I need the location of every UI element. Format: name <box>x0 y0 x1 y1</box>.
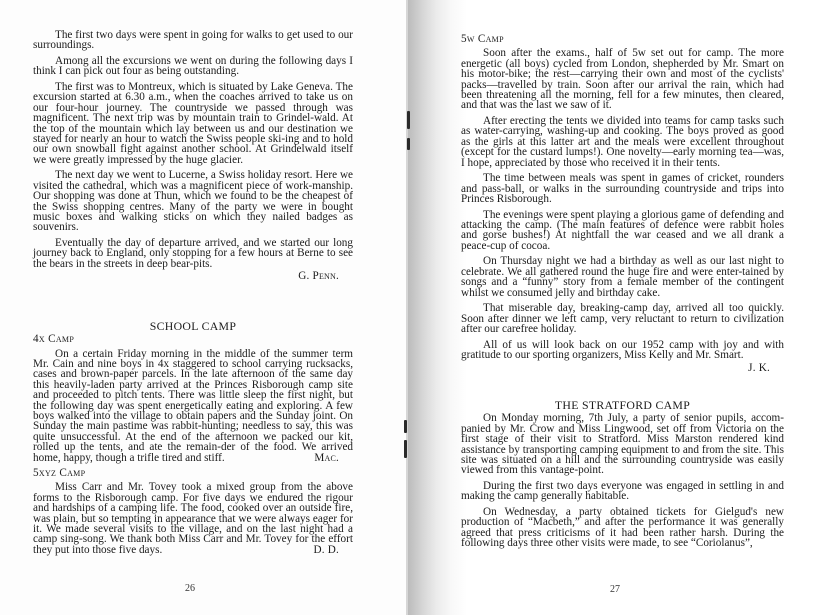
paragraph: The time between meals was spent in games of cricket, rounders and pass-ball, or walks in the surrounding countryside and trips into Princes Risborough. <box>461 172 784 206</box>
left-column <box>33 30 353 560</box>
paragraph: Eventually the day of departure arrived, and we started our long journey back to England, only stopping for a few hours at Berne to see the bears in the streets in deep bear-pits. <box>33 237 353 270</box>
page-number: 27 <box>610 584 620 595</box>
paragraph: On Wednesday, a party obtained tickets for Gielgud's new production of “Macbeth,” and after the performance it was generally agreed that press criticisms of it had been rather harsh. During the following days three other visits were made, to see “Coriolanus”, <box>461 505 784 550</box>
section-heading: THE STRATFORD CAMP <box>554 397 691 412</box>
staple-icon <box>407 138 410 150</box>
gutter <box>406 0 408 615</box>
paragraph: On Monday morning, 7th July, a party of senior pupils, accom-panied by Mr. Crow and Miss Lingwood, set off from Victoria on the first stage of their visit to Stratford. Miss Marston rendered kind assistance by transporting camping equipment to and from the site. This site was situated on a hill and the surrounding countryside was easily viewed from this vantage-point. <box>461 412 784 477</box>
signature: Mac. <box>314 451 339 464</box>
paragraph: The first two days were spent in going for walks to get used to our surroundings. <box>33 29 353 52</box>
right-column <box>461 34 784 554</box>
paragraph: Soon after the exams., half of 5w set out for camp. The more energetic (all boys) cycled from London, shepherded by Mr. Smart on his motor-bike; the rest—carrying their own and most of the cyclists' packs—travelled by train. Soon after our arrival the rain, which had been threatening all the morning, fell for a few minutes, then cleared, and that was the last we saw of it. <box>461 47 784 112</box>
paragraph: Among all the excursions we went on during the following days I think I can pick out four as being outstanding. <box>33 55 353 78</box>
section-heading: SCHOOL CAMP <box>149 318 237 333</box>
signature: G. Penn. <box>298 270 339 283</box>
paragraph: That miserable day, breaking-camp day, arrived all too quickly. Soon after dinner we left camp, very reluctant to return to civilization after our carefree holiday. <box>461 302 784 336</box>
subheading: 5w Camp <box>461 33 504 45</box>
paragraph: The first was to Montreux, which is situated by Lake Geneva. The excursion started at 6.30 a.m., when the coaches arrived to take us on our four-hour journey. The countryside we passed through was magnificent. The next trip was by mountain train to Grindel-wald. At the top of the mountain which lay between us and our destination we stayed for nearly an hour to watch the Swiss people ski-ing and to hold our own snowball fight against another school. At Grindelwald itself we were greatly impressed by the huge glacier. <box>33 81 353 166</box>
paragraph: All of us will look back on our 1952 camp with joy and with gratitude to our sporting organizers, Miss Kelly and Mr. Smart. <box>461 338 784 362</box>
subheading: 4x Camp <box>33 333 75 346</box>
paragraph: After erecting the tents we divided into teams for camp tasks such as water-carrying, washing-up and cooking. The boys proved as good as the girls at this latter art and the meals were excellent throughout (except for the custard lumps!). One novelty—early morning tea—was, I hope, appreciated by those who received it in their tents. <box>461 115 784 169</box>
signature: D. D. <box>313 543 339 556</box>
subheading: 5xyz Camp <box>33 466 86 479</box>
page-number: 26 <box>185 583 195 594</box>
signature: J. K. <box>748 361 770 374</box>
paragraph: Miss Carr and Mr. Tovey took a mixed group from the above forms to the Risborough camp. For five days we endured the rigour and hardships of a camping life. The food, cooked over an outside fire, was plain, but so tempting in appearance that we were always eager for it. We made several visits to the village, and on the last night had a camp sing-song. We thank both Miss Carr and Mr. Tovey for the effort they put into those five days. <box>33 481 353 556</box>
staple-icon <box>407 111 410 129</box>
paragraph: During the first two days everyone was engaged in settling in and making the camp generally habitable. <box>461 479 784 503</box>
paragraph: On Thursday night we had a birthday as well as our last night to celebrate. We all gathered round the huge fire and were enter-tained by songs and a “funny” story from a female member of the contingent whilst we consumed jelly and birthday cake. <box>461 255 784 299</box>
paragraph: The next day we went to Lucerne, a Swiss holiday resort. Here we visited the cathedral, which was a magnificent piece of work-manship. Our shopping was done at Thun, which we found to be the cheapest of the Swiss shopping centres. Many of the party we were in bought music boxes and walking sticks on which they nailed badges as souvenirs. <box>33 169 353 234</box>
staple-icon <box>404 420 407 433</box>
paragraph: On a certain Friday morning in the middle of the summer term Mr. Cain and nine boys in 4x staggered to school carrying rucksacks, cases and brown-paper parcels. In the late afternoon of the same day this heavily-laden party arrived at the Princes Risborough camp site and proceeded to pitch tents. There was little sleep the first night, but the following day was spent energetically eating and exploring. A few boys walked into the village to obtain papers and the Sunday joint. On Sunday the main pastime was rabbit-hunting; needless to say, this was quite unsuccessful. At the end of the afternoon we packed our kit, rolled up the tents, and ate the remain-der of the food. We arrived home, happy, though a trifle tired and stiff. <box>33 347 353 464</box>
staple-icon <box>404 440 407 458</box>
paragraph: The evenings were spent playing a glorious game of defending and attacking the camp. (The main features of defence were rabbit holes and gorse bushes!) At nightfall the war ceased and we all drank a peace-cup of cocoa. <box>461 208 784 252</box>
